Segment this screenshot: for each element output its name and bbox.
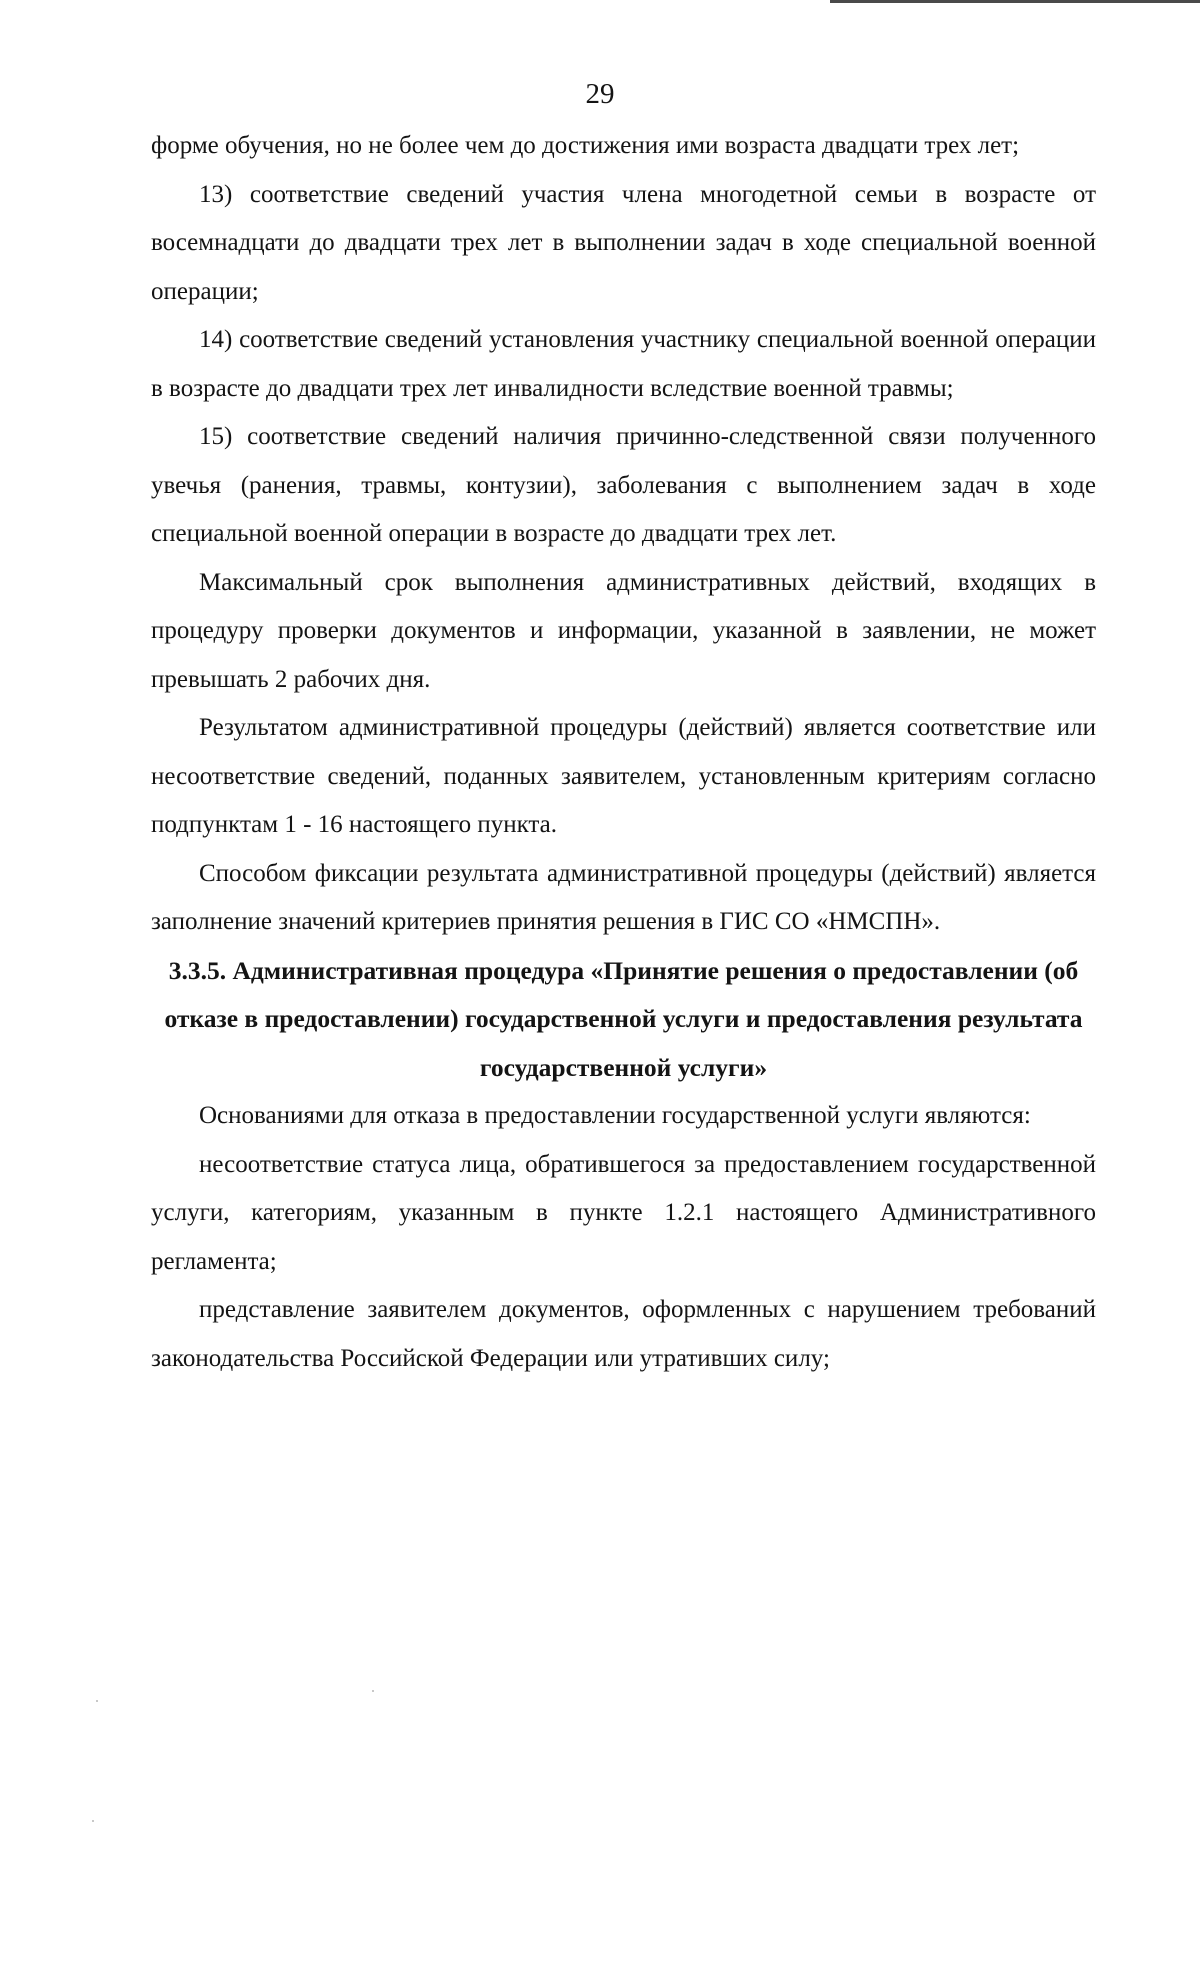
paragraph-mismatch-status: несоответствие статуса лица, обратившегося за предоставлением государственной услуги, категориям, указанным в пункте 1.2.1 настоящего Административного регламента; bbox=[151, 1150, 1096, 1275]
paragraph-item-14: 14) соответствие сведений установления участнику специальной военной операции в возрасте до двадцати трех лет инвалидности вследствие военной травмы; bbox=[151, 326, 1096, 402]
paragraph-result: Результатом административной процедуры (действий) является соответствие или несоответствие сведений, поданных заявителем, установленным критериям согласно подпунктам 1 - 16 настоящего пункта. bbox=[151, 714, 1096, 838]
scan-speck bbox=[96, 1700, 98, 1702]
scan-speck bbox=[92, 1820, 94, 1822]
paragraph-item-15: 15) соответствие сведений наличия причинно-следственной связи полученного увечья (ранения, травмы, контузии), заболевания с выполнением задач в ходе специальной военной операции в возрасте до двадцати трех лет. bbox=[151, 423, 1096, 547]
scan-speck bbox=[372, 1690, 374, 1692]
paragraph-continuation: форме обучения, но не более чем до достижения ими возраста двадцати трех лет; bbox=[151, 132, 1020, 159]
page-number: 29 bbox=[585, 78, 615, 110]
scan-edge-line bbox=[830, 0, 1200, 3]
document-body bbox=[151, 122, 1096, 1383]
paragraph-item-13: 13) соответствие сведений участия члена многодетной семьи в возрасте от восемнадцати до двадцати трех лет в выполнении задач в ходе специальной военной операции; bbox=[151, 180, 1096, 305]
paragraph-grounds: Основаниями для отказа в предоставлении государственной услуги являются: bbox=[199, 1102, 1031, 1129]
section-heading: 3.3.5. Административная процедура «Принятие решения о предоставлении (об отказе в предоставлении) государственной услуги и предоставления результата государственной услуги» bbox=[164, 955, 1083, 1082]
paragraph-invalid-documents: представление заявителем документов, оформленных с нарушением требований законодательства Российской Федерации или утративших силу; bbox=[151, 1296, 1096, 1372]
paragraph-fixation: Способом фиксации результата административной процедуры (действий) является заполнение значений критериев принятия решения в ГИС СО «НМСПН». bbox=[151, 859, 1096, 935]
paragraph-max-term: Максимальный срок выполнения административных действий, входящих в процедуру проверки документов и информации, указанной в заявлении, не может превышать 2 рабочих дня. bbox=[151, 568, 1096, 693]
